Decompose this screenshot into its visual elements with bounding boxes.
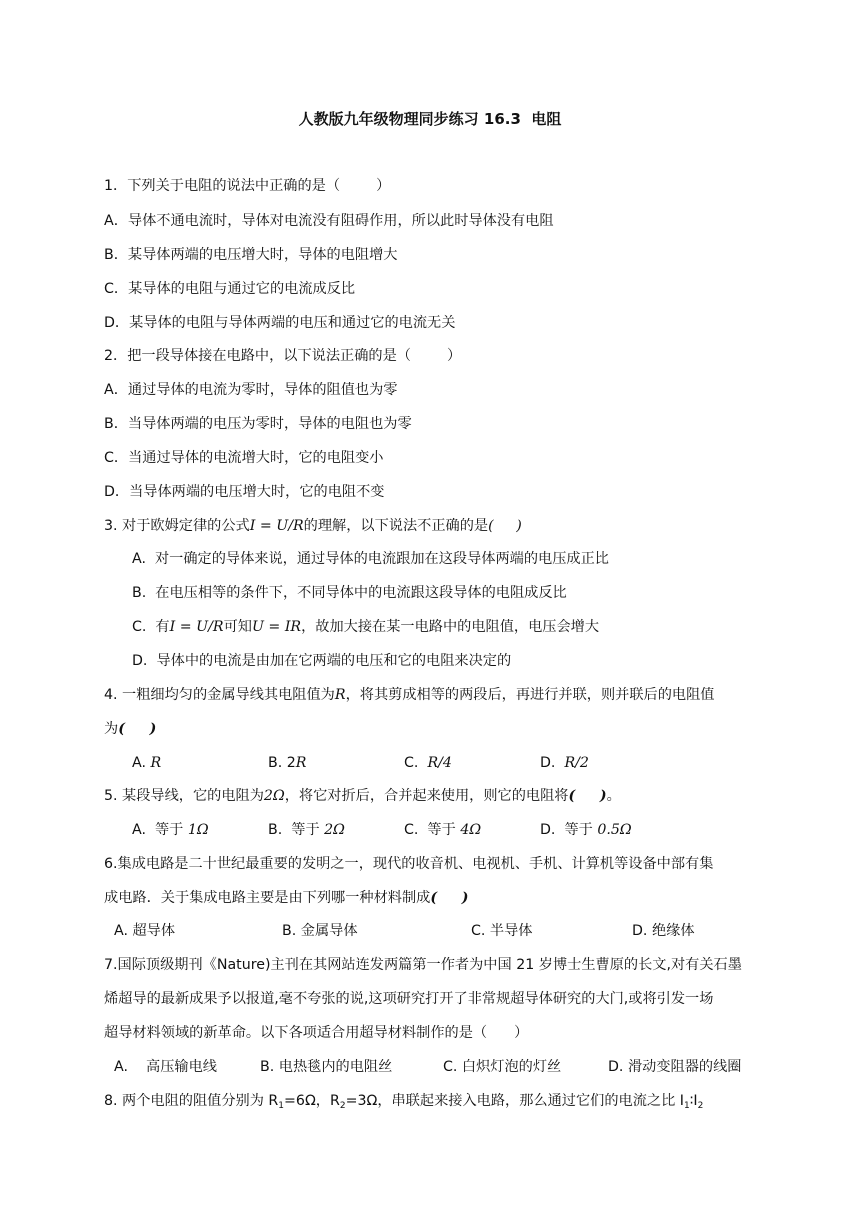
q3-option-d: D. 导体中的电流是由加在它两端的电压和它的电阻来决定的 [132,653,512,669]
q1-option-a: A．导体不通电流时，导体对电流没有阻碍作用，所以此时导体没有电阻 [104,213,554,229]
q1-option-c: C．某导体的电阻与通过它的电流成反比 [104,281,356,297]
q2-stem: 2．把一段导体接在电路中，以下说法正确的是（ ） [104,348,462,364]
q6-option-d: D. 绝缘体 [632,923,695,939]
q7-option-d: D. 滑动变阻器的线圈 [608,1059,742,1075]
q4-b-label: B. 2 [268,755,296,771]
q5-option-d [540,820,632,840]
q7-line2: 烯超导的最新成果予以报道,毫不夸张的说,这项研究打开了非常规超导体研究的大门,或将引发一场 [104,991,714,1007]
q7-line3: 超导材料领域的新革命。以下各项适合用超导材料制作的是（ ） [104,1025,529,1041]
q7-option-b: B. 电热毯内的电阻丝 [260,1059,393,1075]
q6-line2 [104,888,468,908]
q8-m3: ∶I [689,1093,698,1109]
q6-paren: ( ) [430,890,469,906]
q8-sub1: 1 [278,1101,285,1111]
q4-stem-pre: 4. 一粗细均匀的金属导线其电阻值为 [104,687,335,703]
q4-stem-line2 [104,719,156,739]
q4-line2: 为 [104,721,119,737]
q5-c-value: 4Ω [460,822,482,838]
q8-sub3: 1 [683,1101,690,1111]
q5-a-label: A. 等于 [132,822,188,838]
q4-option-b [268,753,306,773]
q3-stem-post: 的理解，以下说法不正确的是 [303,518,489,534]
q4-option-d [540,753,589,773]
q1-option-d: D．某导体的电阻与导体两端的电压和通过它的电流无关 [104,315,456,331]
q5-stem [104,786,621,806]
q6-option-a: A. 超导体 [114,923,176,939]
q5-c-label: C. 等于 [404,822,461,838]
q4-option-a [132,753,161,773]
q3-option-c [132,617,599,637]
q5-stem-pre: 5. 某段导线，它的电阻为 [104,788,264,804]
q4-r: R [334,687,346,703]
q3-paren: ( ) [488,518,522,534]
q5-end: 。 [606,788,621,804]
q6-option-c: C. 半导体 [471,923,533,939]
q7-option-a: A. 高压输电线 [114,1059,217,1075]
q2-option-d: D．当导体两端的电压增大时，它的电阻不变 [104,484,385,500]
q4-c-label: C. [404,755,428,771]
q8-pre: 8. 两个电阻的阻值分别为 R [104,1093,279,1109]
q3-c-formula2: U = IR [251,619,302,635]
q4-d-value: R/2 [564,755,589,771]
q5-d-label: D. 等于 [540,822,598,838]
q5-option-c [404,820,481,840]
page-title: 人教版九年级物理同步练习 16.3 电阻 [298,110,562,128]
q8-stem [104,1091,703,1116]
q2-option-a: A．通过导体的电流为零时，导体的阻值也为零 [104,382,398,398]
q1-stem: 1．下列关于电阻的说法中正确的是（ ） [104,178,391,194]
q4-paren: ( ) [118,721,157,737]
q6-line2-text: 成电路．关于集成电路主要是由下列哪一种材料制成 [104,890,431,906]
q4-option-c [404,753,452,773]
q7-option-c: C. 白炽灯泡的灯丝 [443,1059,562,1075]
q3-formula: I = U/R [249,518,304,534]
q3-stem-pre: 3. 对于欧姆定律的公式 [104,518,250,534]
q4-stem-post: ，将其剪成相等的两段后，再进行并联，则并联后的电阻值 [345,687,715,703]
q4-stem [104,685,714,705]
q4-d-label: D. [540,755,565,771]
q5-d-value: 0.5Ω [597,822,632,838]
q3-option-b: B. 在电压相等的条件下，不同导体中的电流跟这段导体的电阻成反比 [132,585,567,601]
q3-c-formula1: I = U/R [169,619,224,635]
q5-a-value: 1Ω [187,822,209,838]
q3-c-mid: 可知 [223,619,252,635]
q5-b-label: B. 等于 [268,822,325,838]
q2-option-c: C．当通过导体的电流增大时，它的电阻变小 [104,450,384,466]
q3-c-post: ，故加大接在某一电路中的电阻值，电压会增大 [301,619,600,635]
q8-sub2: 2 [339,1101,346,1111]
q5-b-value: 2Ω [324,822,345,838]
q5-option-b [268,820,345,840]
q3-stem [104,516,522,536]
q5-stem-post: ，将它对折后，合并起来使用，则它的电阻将 [284,788,569,804]
q7-line1: 7.国际顶级期刊《Nature)主刊在其网站连发两篇第一作者为中国 21 岁博士生曹原的长文,对有关石墨 [104,957,742,973]
q1-option-b: B．某导体两端的电压增大时，导体的电阻增大 [104,247,398,263]
q4-a-label: A. [132,755,151,771]
q5-option-a [132,820,209,840]
q6-option-b: B. 金属导体 [282,923,358,939]
q5-paren: ( ) [568,788,607,804]
q8-m2: =3Ω，串联起来接入电路，那么通过它们的电流之比 I [345,1093,684,1109]
q8-m1: =6Ω，R [284,1093,340,1109]
q3-c-pre: C. 有 [132,619,170,635]
q3-option-a: A. 对一确定的导体来说，通过导体的电流跟加在这段导体两端的电压成正比 [132,551,609,567]
q8-sub4: 2 [697,1101,704,1111]
q2-option-b: B．当导体两端的电压为零时，导体的电阻也为零 [104,416,412,432]
q6-line1: 6.集成电路是二十世纪最重要的发明之一，现代的收音机、电视机、手机、计算机等设备中部有集 [104,856,714,872]
q4-c-value: R/4 [427,755,452,771]
q4-a-value: R [150,755,162,771]
q5-value: 2Ω [263,788,285,804]
q4-b-value: R [295,755,307,771]
